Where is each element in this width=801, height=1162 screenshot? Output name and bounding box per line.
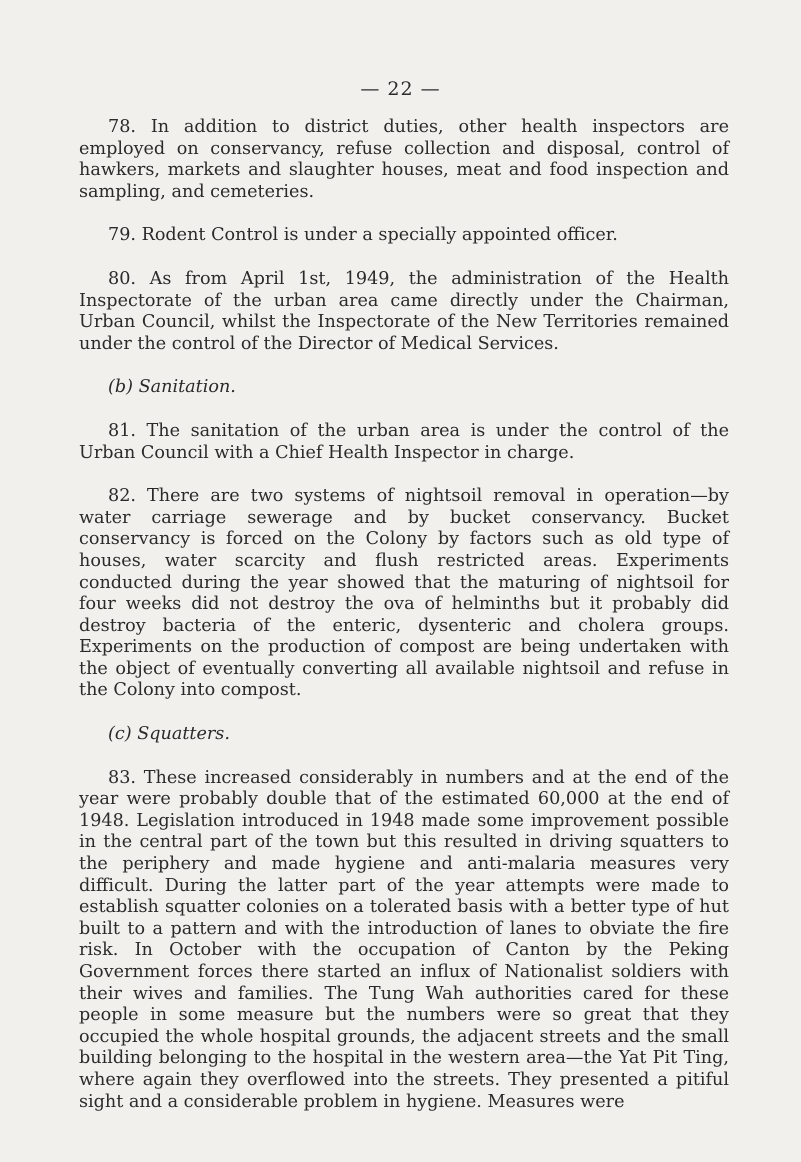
paragraph-78: 78. In addition to district duties, other health inspectors are employed on conservancy, refuse collection and disposal, control of hawkers, markets and slaughter houses, meat and food inspection and sampling, and cemeteries. [79,117,729,202]
paragraph-80: 80. As from April 1st, 1949, the administration of the Health Inspectorate of the urban area came directly under the Chairman, Urban Council, whilst the Inspectorate of the New Territories remained under the control of the Director of Medical Services. [79,268,729,354]
paragraph-83: 83. These increased considerably in numbers and at the end of the year were probably double that of the estimated 60,000 at the end of 1948. Legislation introduced in 1948 made some improvement possible in the central part of the town but this resulted in driving squatters to the periphery and made hygiene and anti-malaria measures very difficult. During the latter part of the year attempts were made to establish squatter colonies on a tolerated basis with a better type of hut built to a pattern and with the introduction of lanes to obviate the fire risk. In October with the occupation of Canton by the Peking Government forces there started an influx of Nationalist soldiers with their wives and families. The Tung Wah authorities cared for these people in some measure but the numbers were so great that they occupied the whole hospital grounds, the adjacent streets and the small building belonging to the hospital in the western area—the Yat Pit Ting, where again they overflowed into the streets. They presented a pitiful sight and a considerable problem in hygiene. Measures were [79,767,729,1112]
section-letter: (b) [108,377,133,398]
section-letter: (c) [108,724,132,745]
paragraph-81: 81. The sanitation of the urban area is under the control of the Urban Council with a Chief Health Inspector in charge. [79,420,729,463]
section-heading-squatters [79,724,729,746]
page-number: — 22 — [360,78,441,100]
section-title: Sanitation. [138,377,236,398]
section-title: Squatters. [137,724,230,745]
paragraph-82: 82. There are two systems of nightsoil removal in operation—by water carriage sewerage and by bucket conservancy. Bucket conservancy is forced on the Colony by factors such as old type of houses, water scarcity and flush restricted areas. Experiments conducted during the year showed that the maturing of nightsoil for four weeks did not destroy the ova of helminths but it probably did destroy bacteria of the enteric, dysenteric and cholera groups. Experiments on the production of compost are being undertaken with the object of eventually converting all available nightsoil and refuse in the Colony into compost. [79,486,729,701]
section-heading-sanitation [79,377,729,399]
paragraph-79: 79. Rodent Control is under a specially appointed officer. [108,225,618,246]
page-body [79,117,729,1135]
